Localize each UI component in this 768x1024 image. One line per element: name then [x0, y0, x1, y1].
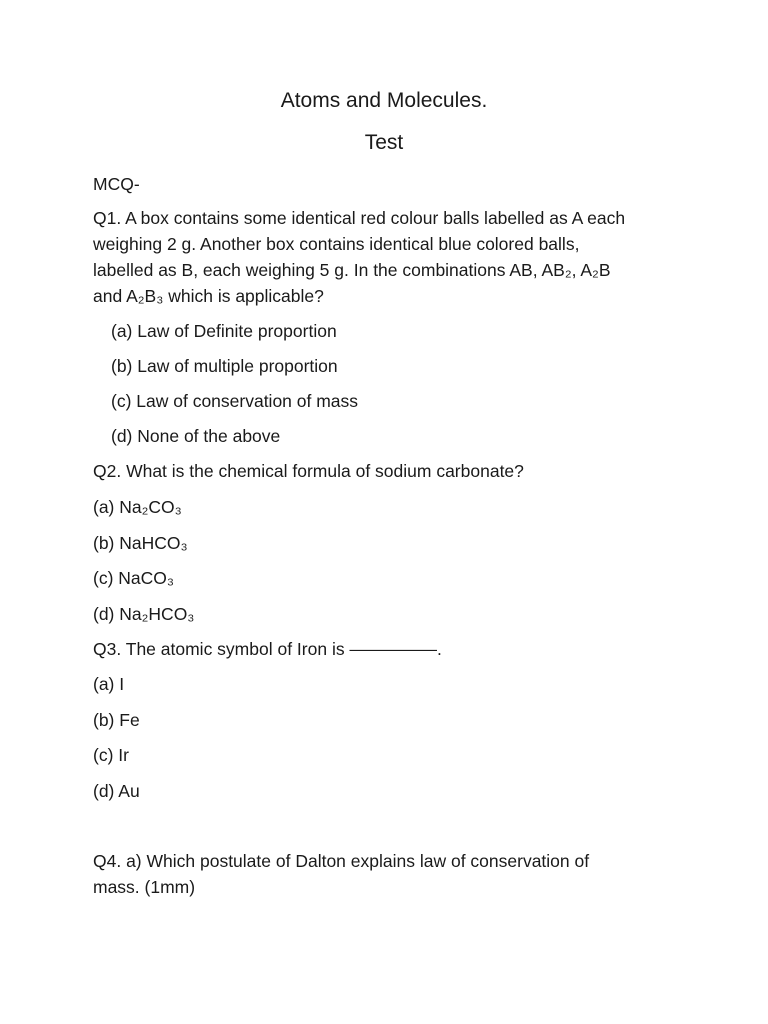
question-2-option-a: (a) Na₂CO₃	[93, 497, 182, 517]
question-3-option-d: (d) Au	[93, 781, 140, 801]
question-1-option-a: (a) Law of Definite proportion	[111, 321, 337, 341]
question-1-line-4: and A₂B₃ which is applicable?	[93, 286, 324, 306]
question-2-option-c: (c) NaCO₃	[93, 568, 175, 588]
question-4-line-2: mass. (1mm)	[93, 877, 196, 897]
question-1-line-2: weighing 2 g. Another box contains identical blue colored balls,	[93, 234, 580, 254]
document-subtitle: Test	[364, 131, 404, 154]
question-1-option-b: (b) Law of multiple proportion	[111, 356, 338, 376]
question-3-option-b: (b) Fe	[93, 710, 140, 730]
question-1-line-3: labelled as B, each weighing 5 g. In the combinations AB, AB₂, A₂B	[93, 260, 611, 280]
question-2-text: Q2. What is the chemical formula of sodium carbonate?	[93, 461, 524, 481]
question-1-option-d: (d) None of the above	[111, 426, 281, 446]
question-1-line-1: Q1. A box contains some identical red colour balls labelled as A each	[93, 208, 626, 228]
question-3-option-a: (a) I	[93, 674, 125, 694]
question-3-option-c: (c) Ir	[93, 745, 129, 765]
question-2-option-d: (d) Na₂HCO₃	[93, 604, 195, 624]
section-label: MCQ-	[93, 174, 140, 194]
question-3-text: Q3. The atomic symbol of Iron is —————.	[93, 639, 442, 659]
question-1-option-c: (c) Law of conservation of mass	[111, 391, 359, 411]
document-title: Atoms and Molecules.	[280, 89, 488, 112]
question-2-option-b: (b) NaHCO₃	[93, 533, 188, 553]
question-4-line-1: Q4. a) Which postulate of Dalton explains law of conservation of	[93, 851, 590, 871]
